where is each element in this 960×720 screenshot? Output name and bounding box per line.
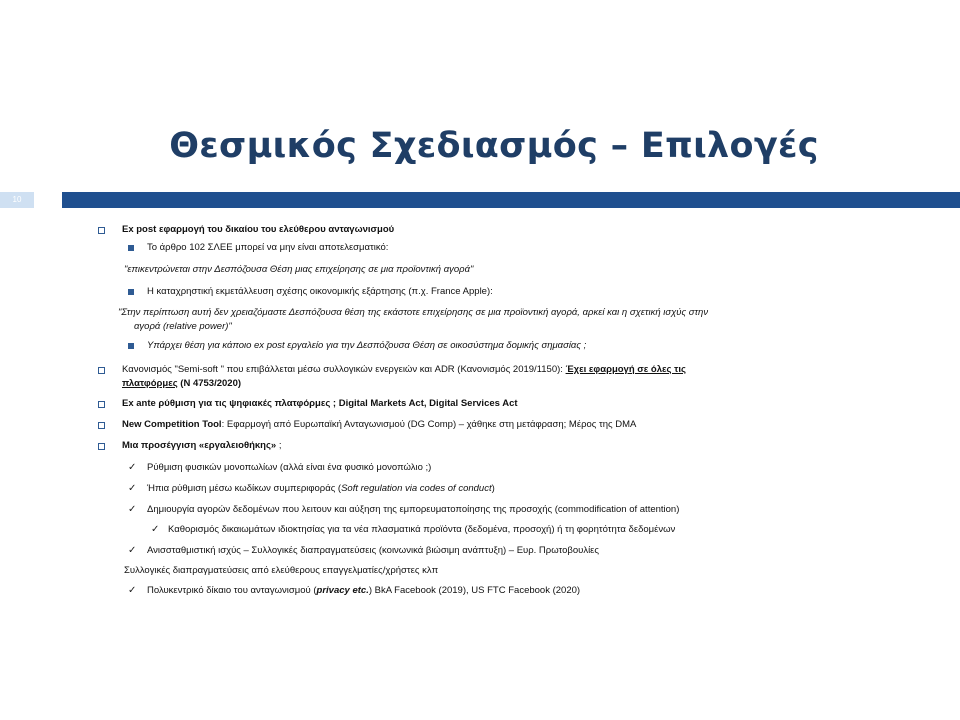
hollow-square-bullet-icon xyxy=(98,440,105,453)
text-segment: Ex post εφαρμογή του δικαίου του ελεύθερου ανταγωνισμού xyxy=(122,224,395,235)
bullet-text xyxy=(147,242,388,254)
text-segment: Κανονισμός "Semi-soft " που επιβάλλεται μέσω συλλογικών ενεργειών και ADR (Κανονισμός 2019/1150): xyxy=(122,364,566,375)
text-segment: Η καταχρηστική εκμετάλλευση σχέσης οικονομικής εξάρτησης (π.χ. France Apple): xyxy=(147,286,493,297)
hollow-square-bullet-icon xyxy=(98,224,105,237)
checkmark-bullet-icon: ✓ xyxy=(128,545,137,556)
text-segment: privacy etc. xyxy=(316,585,369,596)
text-segment: Ήπια ρύθμιση μέσω κωδίκων συμπεριφοράς ( xyxy=(147,483,342,494)
bullet-text xyxy=(147,585,580,597)
hollow-square-bullet-icon xyxy=(98,419,105,432)
checkmark-bullet-icon: ✓ xyxy=(128,483,137,494)
text-segment: ) BkA Facebook (2019), US FTC Facebook (2020) xyxy=(368,585,581,596)
filled-square-bullet-icon xyxy=(128,286,134,298)
checkmark-bullet-icon: ✓ xyxy=(128,504,137,515)
filled-square-bullet-icon xyxy=(128,242,134,254)
bullet-text xyxy=(124,565,438,577)
text-segment: Δημιουργία αγορών δεδομένων που λειτουν και αύξηση της εμπορευματοποίησης της προσοχής (commodification of attention) xyxy=(147,504,680,515)
text-segment: "επικεντρώνεται στην Δεσπόζουσα Θέση μιας επιχείρησης σε μια προϊοντική αγορά" xyxy=(124,264,474,275)
text-segment: "Στην περίπτωση αυτή δεν χρειαζόμαστε Δεσπόζουσα θέση της εκάστοτε επιχείρησης σε μια προϊοντική αγορά, αρκεί και η σχετική ισχύς στην xyxy=(118,307,709,318)
slide-number: 10 xyxy=(0,192,34,208)
text-segment: Καθορισμός δικαιωμάτων ιδιοκτησίας για τα νέα πλασματικά προϊόντα (δεδομένα, προσοχή) ή τη φορητότητα δεδομένων xyxy=(168,524,676,535)
bullet-text xyxy=(122,364,686,376)
bullet-text xyxy=(122,398,518,410)
bullet-text xyxy=(147,545,599,557)
text-segment: Ρύθμιση φυσικών μονοπωλίων (αλλά είναι ένα φυσικό μονοπώλιο ;) xyxy=(147,462,432,473)
hollow-square-bullet-icon xyxy=(98,398,105,411)
bullet-text xyxy=(147,340,586,352)
text-segment: ; xyxy=(276,440,282,451)
hollow-square-bullet-icon xyxy=(98,364,105,377)
bullet-text xyxy=(147,462,431,474)
text-segment: Ανισσταθμιστική ισχύς – Συλλογικές διαπραγματεύσεις (κοινωνικά βιώσιμη ανάπτυξη) – Ευρ. Πρωτοβουλίες xyxy=(147,545,599,556)
bullet-text xyxy=(122,440,282,452)
text-segment: Μια προσέγγιση «εργαλειοθήκης» xyxy=(122,440,277,451)
checkmark-bullet-icon: ✓ xyxy=(151,524,160,535)
checkmark-bullet-icon: ✓ xyxy=(128,585,137,596)
bullet-text xyxy=(124,264,473,276)
text-segment: Συλλογικές διαπραγματεύσεις από ελεύθερους επαγγελματίες/χρήστες κλπ xyxy=(124,565,439,576)
text-segment: : Εφαρμογή από Ευρωπαϊκή Ανταγωνισμού (DG Comp) – χάθηκε στη μετάφραση; Μέρος της DMA xyxy=(221,419,637,430)
checkmark-bullet-icon: ✓ xyxy=(128,462,137,473)
filled-square-bullet-icon xyxy=(128,340,134,352)
text-segment: ) xyxy=(491,483,495,494)
bullet-text xyxy=(122,224,394,236)
text-segment: Το άρθρο 102 ΣΛΕΕ μπορεί να μην είναι αποτελεσματικό: xyxy=(147,242,389,253)
bullet-text xyxy=(147,504,679,516)
text-segment: Υπάρχει θέση για κάποιο ex post εργαλείο για την Δεσπόζουσα Θέση σε οικοσύστημα δομικής σημασίας ; xyxy=(147,340,587,351)
bullet-text xyxy=(122,378,241,390)
bullet-text xyxy=(147,286,493,298)
bullet-text xyxy=(122,419,636,431)
text-segment: New Competition Tool xyxy=(122,419,222,430)
text-segment: αγορά (relative power)" xyxy=(134,321,232,332)
bullet-text xyxy=(134,321,232,333)
bullet-text xyxy=(118,307,708,319)
slide-title: Θεσμικός Σχεδιασμός – Επιλογές xyxy=(169,126,819,166)
text-segment: πλατφόρμες xyxy=(122,378,178,389)
text-segment: Ex ante ρύθμιση για τις ψηφιακές πλατφόρμες ; Digital Markets Act, Digital Services Act xyxy=(122,398,518,409)
text-segment: Πολυκεντρικό δίκαιο του ανταγωνισμού ( xyxy=(147,585,317,596)
text-segment: Soft regulation via codes of conduct xyxy=(341,483,492,494)
text-segment: Έχει εφαρμογή σε όλες τις xyxy=(565,364,686,375)
text-segment: (Ν 4753/2020) xyxy=(177,378,242,389)
bullet-text xyxy=(147,483,495,495)
bullet-text xyxy=(168,524,675,536)
